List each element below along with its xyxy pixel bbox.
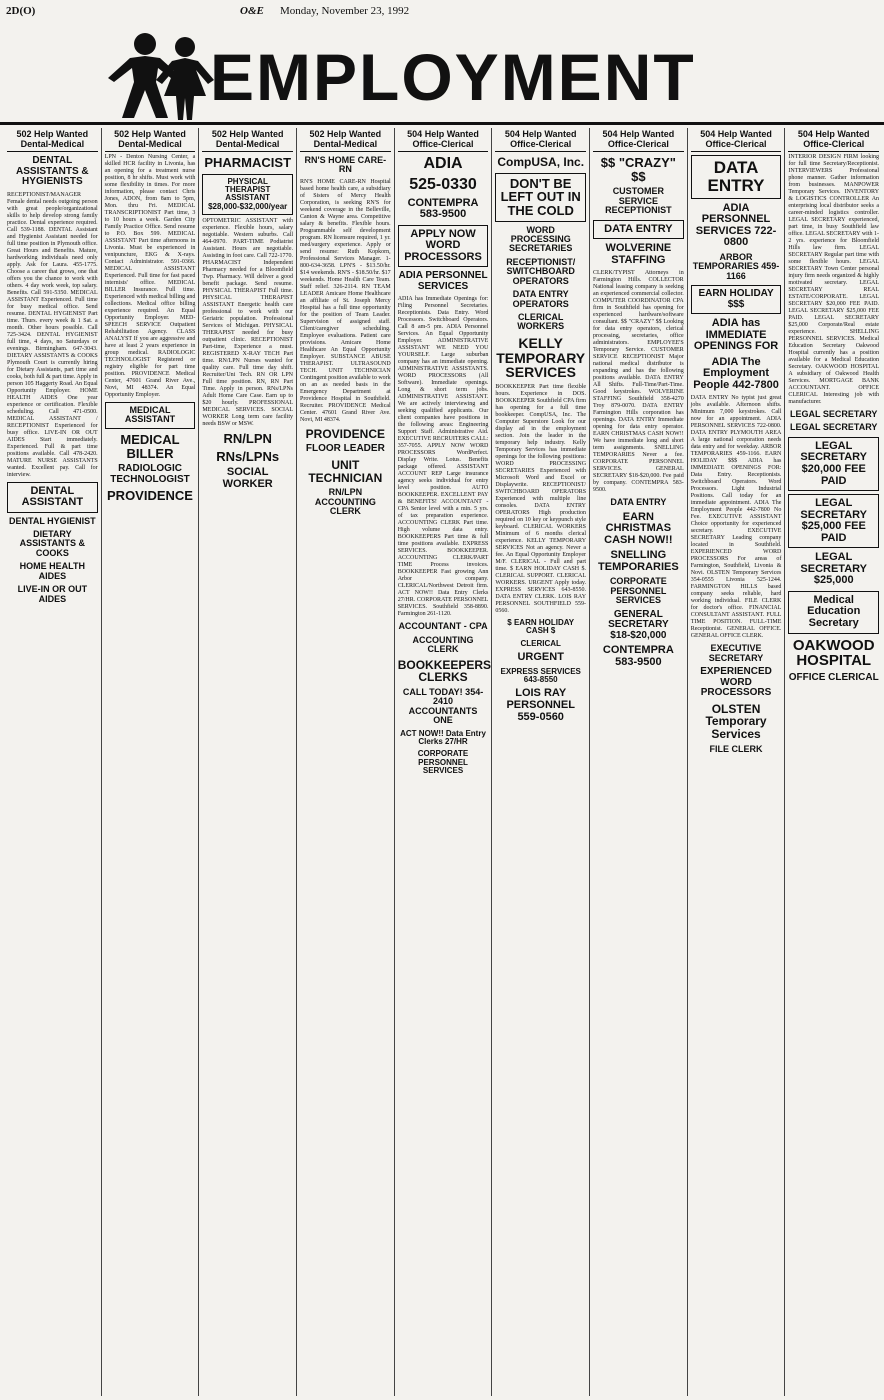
ad-headline: ARBOR TEMPORARIES 459-1166 xyxy=(692,251,780,281)
column xyxy=(688,128,786,1396)
column xyxy=(785,128,882,1396)
ad-headline: CORPORATE PERSONNEL SERVICES xyxy=(609,576,667,606)
ad-headline: CONTEMPRA 583-9500 xyxy=(407,196,479,221)
ad-headline: 525-0330 xyxy=(409,175,477,193)
section-heading: 502 Help Wanted Dental-Medical xyxy=(7,128,98,152)
ad-headline: CLERICAL xyxy=(520,638,561,648)
ad-headline: FLOOR LEADER xyxy=(305,443,385,455)
ad-headline: ADIA PERSONNEL SERVICES 722-0800 xyxy=(695,201,777,249)
ad-headline: PROVIDENCE xyxy=(305,426,386,441)
ad-headline: $$ "CRAZY" $$ xyxy=(600,155,676,184)
ad-headline: OLSTEN Temporary Services xyxy=(705,701,767,742)
ad-text: CLERK/TYPIST Attorneys in Farmington Hills. COLLECTOR National leasing company is seeking an experienced commercial collector. COMPUTER COORDINATOR CPA firm in Southfield has opening for experienced hardware/software consultant. $$ "CRAZY" $$ Looking for data entry operators, clerical processing, secretaries, office administrators. EMPLOYEE'S Temporary Service. CUSTOMER SERVICE RECEPTIONIST Major national medical distributor is expanding and has the following positions available. DATA ENTRY All Shifts. Full-Time/Part-Time. Good keystrokes. WOLVERINE STAFFING Southfield 358-4270 Troy 879-0070. DATA ENTRY Farmington Hills corporation has openings. DATA ENTRY Immediate opening for data entry operator. EARN CHRISTMAS CASH NOW!! We have immediate long and short term assignments. SNELLING TEMPORARIES Never a fee. CORPORATE PERSONNEL SERVICES. GENERAL SECRETARY $18-$20,000. Fee paid by company. CONTEMPRA 583-9500. xyxy=(593,270,684,494)
classified-columns xyxy=(4,128,882,1396)
ad-headline: WOLVERINE STAFFING xyxy=(605,242,672,266)
ad-headline: GENERAL SECRETARY $18-$20,000 xyxy=(608,608,669,641)
ad-headline: MEDICAL BILLER xyxy=(120,431,180,461)
ad-headline: RN/LPN ACCOUNTING CLERK xyxy=(314,487,376,517)
ad-headline: LEGAL SECRETARY $25,000 xyxy=(800,551,868,587)
ad-headline: EXECUTIVE SECRETARY xyxy=(708,643,764,663)
ad-headline: EXPRESS SERVICES 643-8550 xyxy=(500,666,581,685)
ad-text: ADIA has Immediate Openings for: Filing Personnel Secretaries. Receptionists. Data Entry. Word Processors. Switchboard Operators. Call 8 am-5 pm. ADIA Personnel Services. An Equal Opportunity Employer. ADMINISTRATIVE ASSISTANT WE NEED YOU YOURSELF. Large suburban company has an immediate opening. ADMINISTRATIVE ASSISTANTS. WORD PROCESSORS (All Software). Immediate openings. Long & short term jobs. ADMINISTRATIVE ASSISTANT. We are actively interviewing and seeking qualified applicants. Our client companies have positions in the following areas: Engineering Support Staff. Administrative Aid. EXECUTIVE RECRUITERS CALL: 357-7055. APPLY NOW WORD PROCESSORS WordPerfect. Display Write. Lotus. Benefits package offered. ASSISTANT ACCOUNT REP Large insurance agency seeks individual for entry level position. AUTO BOOKKEEPER. EXCELLENT PAY & BENEFITS! ACCOUNTANT - CPA Senior level with a min. 5 yrs. of tax preparation experience. ACCOUNTING CLERK Part time. High volume data entry. BOOKKEEPERS Part time & full time positions available. EXPRESS SERVICES. BOOKKEEPER. ACCOUNTING CLERK/PART TIME Process invoices. BOOKKEEPER Fast growing Ann Arbor company. CLERICAL/Northwest Detroit firm. ACT NOW!! Data Entry Clerks 27/HR. CORPORATE PERSONNEL SERVICES. Southfield 358-8890. Farmington 261-1120. xyxy=(397,296,489,618)
section-heading: 504 Help Wanted Office-Clerical xyxy=(691,128,782,152)
ad-headline: CLERICAL WORKERS xyxy=(517,312,565,332)
ad-headline: DENTAL HYGIENIST xyxy=(8,515,96,526)
ad-headline: URGENT xyxy=(517,651,564,664)
ad-headline: ADIA The Employment People 442-7800 xyxy=(693,355,779,391)
ad-headline: ADIA PERSONNEL SERVICES xyxy=(398,270,488,292)
ad-headline: WORD PROCESSING SECRETARIES xyxy=(509,224,573,254)
ad-headline: LIVE-IN OR OUT AIDES xyxy=(17,584,88,604)
ad-headline: EARN HOLIDAY $$$ xyxy=(691,285,782,314)
ad-headline: OAKWOOD HOSPITAL xyxy=(792,636,875,670)
ad-headline: ACCOUNTING CLERK xyxy=(412,634,474,655)
ad-headline: DIETARY ASSISTANTS & COOKS xyxy=(19,529,85,558)
section-heading: 504 Help Wanted Office-Clerical xyxy=(495,128,586,152)
section-heading: 504 Help Wanted Office-Clerical xyxy=(398,128,489,152)
ad-headline: PHARMACIST xyxy=(204,155,292,170)
ad-text: OPTOMETRIC ASSISTANT with experience. Flexible hours, salary negotiable. Western suburbs. Call 464-0970. PART-TIME Podiatrist Assistant. Hours are negotiable. Assisting in foot care. Call 722-1770. PHARMACIST Independent Pharmacy needed for a Bloomfield Twp. Pharmacy. Will deliver a good benefit package. Send resume. PHYSICAL THERAPIST Full time. PHYSICAL THERAPIST ASSISTANT Energetic health care professional to work with our Geriatric population. Professional Services of Michigan. PHYSICAL THERAPIST needed for busy outpatient clinic. RECEPTIONIST Part-time, Experience a must. REGISTERED X-RAY TECH Part time. RN/LPN Nurses wanted for quality care. Full time day shift. Recruiter/Uni Tech. RN OR LPN Full time position. RN, RN Part Time. Apply in person. RNs/LPNs Adult Home Care Case. Earn up to $20 hourly. PROFESSIONAL MEDICAL SERVICES. SOCIAL WORKER Long term care facility needs BSW or MSW. xyxy=(202,218,294,428)
ad-headline: RECEPTIONIST/ SWITCHBOARD OPERATORS xyxy=(506,256,576,286)
ad-text: LPN - Denton Nursing Center, a skilled HCR facility in Livonia, has an opening for a treatment nurse position, 8 hr shifts. Must work with some flexibility in times. For more information, please contact Chris Jones, ADON, from 8am to 5pm, Mon. thru Fri. MEDICAL TRANSCRIPTIONIST Part time, 3 to 10 hours a week. Garden City Family Practice Office. Send resume to P.O. Box 599. MEDICAL ASSISTANT Part time afternoons in Livonia. Must be experienced in venipuncture, EKG & X-rays. Contact Administrator. 591-0366. MEDICAL ASSISTANT Experienced. Full time for fast paced internists' office. MEDICAL BILLER Insurance. Full time. Experienced with medical billing and collections. Medical office billing experience required. An Equal Opportunity Employer. MED-SPEECH SERVICE Outpatient Rehabilitation Agency. CLASS ANALYST If you are aggressive and have at least 2 years experience in group medical. RADIOLOGIC TECHNOLOGIST Registered or registry eligible for part time position. PROVIDENCE Medical Center, 47601 Grand River Ave., Novi, MI 48374. An Equal Opportunity Employer. xyxy=(104,154,196,398)
ad-headline: SOCIAL WORKER xyxy=(222,466,273,491)
ad-headline: DENTAL ASSISTANTS & HYGIENISTS xyxy=(16,155,89,187)
issue-date: Monday, November 23, 1992 xyxy=(280,5,410,17)
ad-text: RN'S HOME CARE-RN Hospital based home health care, a subsidiary of Sisters of Mercy Health Corporation, is seeking RN'S for weekend coverage in the Belleville, Canton & Wayne area. Competitive salary & benefits. Flexible hours. Programmable self development program. RN licensure required, 1 yr. med/surgery experience. Apply or send resume: Ruth Kopkorn, Professional Services Manager. 1-800-634-3658. LPN'S - $13.50/hr. $14 weekends. RN'S - $18.50/hr. $17 weekends. Home Health Care Team. Staff relief. 326-2114. RN TEAM LEADER Amicare Home Healthcare an affiliate of St. Joseph Mercy Hospital has a full time opportunity for the position of Team Leader. Supervision of assigned staff. Client/caregiver scheduling. Employee evaluations. Patient care provisions. Amicare Home Healthcare An Equal Opportunity Employer. SUBSTANCE ABUSE THERAPIST. ULTRASOUND TECH. UNIT TECHNICIAN Contingent position available to work on an as needed basis in the Emergency Department at Providence Hospital in Southfield. Recruiter. PROVIDENCE Medical Center. 47601 Grand River Ave. Novi, MI 48374. xyxy=(300,178,391,423)
ad-text: INTERIOR DESIGN FIRM looking for full time Secretary/Receptionist. INTERVIEWERS Professional phone manner. Gather information from businesses. MANPOWER Temporary Services. INVENTORY & LOGISTICS CONTROLLER An enterprising local distributor seeks a career-minded logistics controller. LEGAL SECRETARY experienced, part time, in busy Southfield law office. LEGAL SECRETARY with 1-2 yrs. experience for Bloomfield Hills law firm. LEGAL SECRETARY Regular part time with some flexible hours. LEGAL SECRETARY Town Center personal injury firm needs organized & highly motivated secretary. LEGAL SECRETARY REAL ESTATE/CORPORATE. LEGAL SECRETARY $20,000 FEE PAID. LEGAL SECRETARY $25,000 FEE PAID. LEGAL SECRETARY $25,000 Corporate/Real estate experience. SHELLING PERSONNEL SERVICES. Medical Education Secretary Oakwood Hospital currently has a position available for a Medical Education Secretary. OAKWOOD HOSPITAL A subsidiary of Oakwood Health Services. MORTGAGE BANK ACCOUNTANT. OFFICE CLERICAL Interesting job with manufacturer. xyxy=(788,154,880,405)
employment-banner xyxy=(0,22,884,125)
section-heading: 502 Help Wanted Dental-Medical xyxy=(105,128,196,152)
ad-headline: OFFICE CLERICAL xyxy=(788,672,879,684)
ad-headline: LEGAL SECRETARY xyxy=(790,422,878,433)
ad-headline: DON'T BE LEFT OUT IN THE COLD xyxy=(495,173,586,222)
ad-headline: KELLY TEMPORARY SERVICES xyxy=(496,334,586,381)
column xyxy=(395,128,493,1396)
ad-headline: LEGAL SECRETARY $20,000 FEE PAID xyxy=(788,437,879,491)
banner-title: EMPLOYMENT xyxy=(210,40,696,114)
ad-headline: DATA ENTRY OPERATORS xyxy=(512,289,569,309)
column xyxy=(590,128,688,1396)
ad-headline: SNELLING TEMPORARIES xyxy=(598,549,679,573)
page-number: 2D(O) xyxy=(6,5,36,17)
paper-name: O&E xyxy=(240,5,264,17)
ad-headline: CONTEMPRA 583-9500 xyxy=(602,644,674,668)
ad-headline: ADIA xyxy=(423,155,463,172)
section-heading: 504 Help Wanted Office-Clerical xyxy=(788,128,879,152)
ad-headline: CALL TODAY! 354-2410 ACCOUNTANTS ONE xyxy=(402,686,484,726)
ad-text: BOOKKEEPER Part time flexible hours. Experience in DOS. BOOKKEEPER Southfield CPA firm has opening for a full time bookkeeper. CompUSA, Inc. The Computer Superstore Look for our display ad in the employment section. Join the leader in the temporary help industry. Kelly Temporary Services has immediate openings for the following positions: WORD PROCESSING SECRETARIES Experienced with Microsoft Word and Excel or Displaywrite. RECEPTIONIST/ SWITCHBOARD OPERATORS Experienced with multiple line consoles. DATA ENTRY OPERATORS High production required on 10 key or keypunch style keyboard. CLERICAL WORKERS Minimum of 6 months clerical experience. KELLY TEMPORARY SERVICES Not an agency. Never a fee. An Equal Opportunity Employer M/F. CLERICAL - Full and part time. $ EARN HOLIDAY CASH $. CLERICAL SUPPORT. CLERICAL WORKERS. URGENT Apply today. EXPRESS SERVICES 643-8550. DATA ENTRY CLERK. LOIS RAY PERSONNEL SOUTHFIELD 559-0560. xyxy=(495,383,587,614)
column xyxy=(492,128,590,1396)
ad-headline: UNIT TECHNICIAN xyxy=(308,457,383,485)
ad-headline: DENTAL ASSISTANT xyxy=(7,482,98,513)
column xyxy=(297,128,395,1396)
ad-headline: $ EARN HOLIDAY CASH $ xyxy=(507,617,575,636)
ad-headline: RNs/LPNs xyxy=(216,448,280,464)
ad-headline: ADIA has IMMEDIATE OPENINGS FOR xyxy=(693,317,779,353)
ad-headline: CORPORATE PERSONNEL SERVICES xyxy=(417,749,469,776)
ad-headline: LOIS RAY PERSONNEL 559-0560 xyxy=(506,687,575,723)
ad-text: DATA ENTRY No typist just great jobs available. Afternoon shifts. Minimum 7,000 keystrokes. Call now for an appointment. ADIA PERSONNEL SERVICES 722-0800. DATA ENTRY PLYMOUTH AREA A large national corporation needs data entry and for weekday. ARBOR TEMPORARIES 459-1166. EARN HOLIDAY $$$ ADIA has IMMEDIATE OPENINGS FOR: Data Entry. Receptionists. Switchboard Operators. Word Processors. Light Industrial Positions. Call today for an immediate appointment. ADIA The Employment People 442-7800 No Fee. EXECUTIVE ASSISTANT Choice opportunity for experienced secretary. EXECUTIVE SECRETARY Leading company located in Southfield. EXPERIENCED WORD PROCESSORS For areas of Farmington, Southfield, Livonia & Novi. OLSTEN Temporary Services 354-0555 Livonia 525-1244. FARMINGTON HILLS based company seeks reliable, hard working individual. FILE CLERK for doctor's office. FINANCIAL CONSULTANT ASSISTANT. FULL TIME POSITION. FULL-TIME Receptionist. GENERAL OFFICE. GENERAL OFFICE CLERK. xyxy=(690,395,782,640)
ad-headline: RN'S HOME CARE-RN xyxy=(304,155,387,175)
ad-headline: RN/LPN xyxy=(223,431,272,447)
ad-headline: HOME HEALTH AIDES xyxy=(19,561,85,581)
ad-headline: MEDICAL ASSISTANT xyxy=(105,402,196,429)
ad-headline: APPLY NOW WORD PROCESSORS xyxy=(398,225,489,268)
ad-headline: DATA ENTRY xyxy=(593,220,684,240)
section-heading: 502 Help Wanted Dental-Medical xyxy=(202,128,293,152)
ad-headline: ACCOUNTANT - CPA xyxy=(398,621,488,632)
ad-headline: FILE CLERK xyxy=(709,743,763,754)
ad-headline: BOOKKEEPERS CLERKS xyxy=(397,657,492,685)
page-header xyxy=(0,0,884,22)
ad-headline: EXPERIENCED WORD PROCESSORS xyxy=(700,666,772,699)
ad-headline: CompUSA, Inc. xyxy=(497,155,585,169)
column xyxy=(199,128,297,1396)
ad-text: RECEPTIONIST/MANAGER Female dental needs outgoing person with great people/organizational skills to help develop strong family practice. Dental experience required. Call 539-1188. DENTAL Assistant and Hygienist Assistant needed for full time position in Plymouth office. Great Hours and Benefits. Mature, hardworking individuals need only apply. Ask for Laura. 455-1775. Choose a career that grows, one that offers you the chance to work with others. 4 day work week, top salary. Benefits. Call 591-5350. MEDICAL ASSISTANT Experienced. Full time for busy medical office. Send resume. DENTAL HYGIENIST Part time. Thurs. every week & 1 Sat. a month. Other hours possible. Call 725-3424. DENTAL HYGIENIST full time, 4 days, no Saturdays or evenings. Birmingham. 647-3043. DIETARY ASSISTANTS & COOKS Plymouth Court is currently hiring for Dietary Assistants, part time and cooks, both full & part time. Apply in person 105 Haggerty Road. An Equal Opportunity Employer. HOME HEALTH AIDES One year experience or certification. Flexible scheduling. Call 471-0500. MEDICAL ASSISTANT / RECEPTIONIST Experienced for busy office. LIVE-IN OR OUT AIDES Start immediately. Experienced. Full & part time positions available. Call 478-2420. MATURE NURSE ASSISTANTS wanted. Excellent pay. Call for interview. xyxy=(7,191,98,478)
ad-headline: DATA ENTRY xyxy=(691,155,782,199)
section-heading: 502 Help Wanted Dental-Medical xyxy=(300,128,391,152)
ad-headline: DATA ENTRY xyxy=(610,497,667,508)
section-heading: 504 Help Wanted Office-Clerical xyxy=(593,128,684,152)
ad-headline: ACT NOW!! Data Entry Clerks 27/HR xyxy=(400,728,486,746)
column xyxy=(102,128,200,1396)
column xyxy=(4,128,102,1396)
ad-headline: PHYSICAL THERAPIST ASSISTANT $28,000-$32,000/year xyxy=(202,174,293,216)
ad-headline: LEGAL SECRETARY xyxy=(790,409,878,419)
ad-headline: LEGAL SECRETARY $25,000 FEE PAID xyxy=(788,494,879,548)
ad-headline: Medical Education Secretary xyxy=(788,591,879,634)
ad-headline: EARN CHRISTMAS CASH NOW!! xyxy=(604,510,673,546)
ad-headline: PROVIDENCE xyxy=(107,488,193,504)
ad-headline: CUSTOMER SERVICE RECEPTIONIST xyxy=(605,186,672,216)
ad-headline: RADIOLOGIC TECHNOLOGIST xyxy=(110,463,190,485)
